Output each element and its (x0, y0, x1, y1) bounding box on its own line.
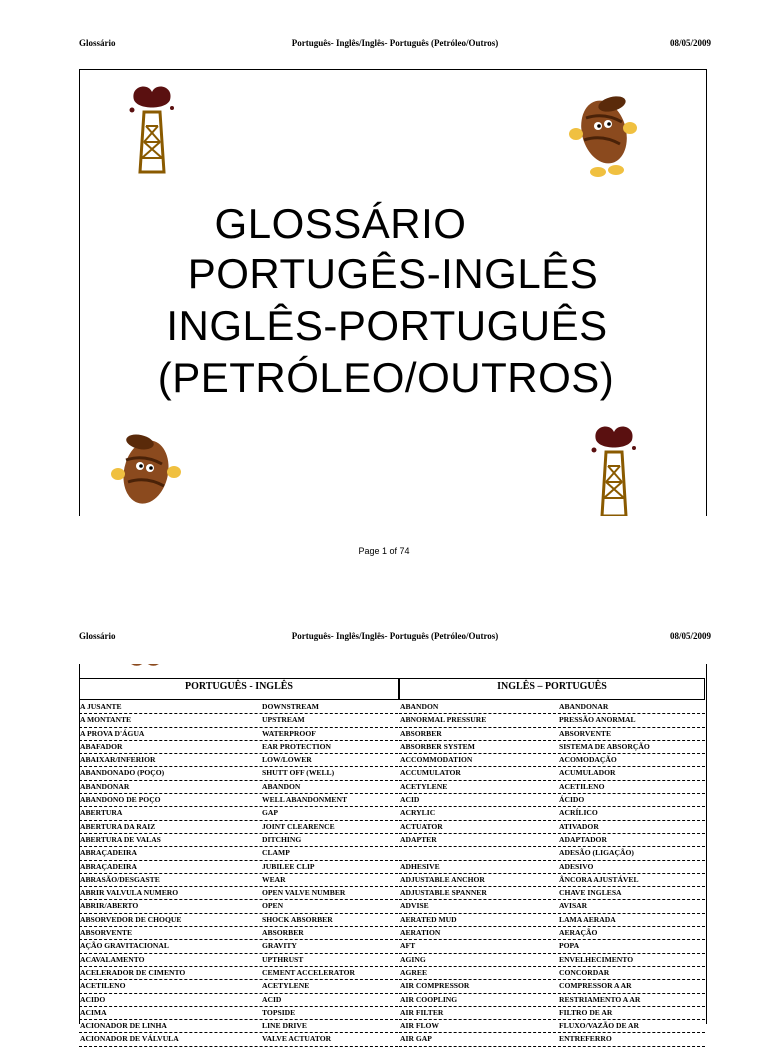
header-doc-name: Glossário (79, 631, 116, 641)
term-translation: FLUXO/VAZÃO DE AR (559, 1021, 640, 1031)
term-source: A MONTANTE (80, 715, 132, 725)
term-translation: CONCORDAR (559, 967, 610, 977)
term-source: ABERTURA DA RAIZ (80, 821, 156, 831)
term-source: ABSORVENTE (80, 928, 133, 938)
term-source: ABERTURA (80, 808, 123, 818)
term-translation: CLAMP (262, 848, 290, 858)
term-translation: LAMA AERADA (559, 914, 616, 924)
glossary-row (399, 927, 705, 940)
term-translation: ADAPTADOR (559, 834, 607, 844)
term-translation: ATIVADOR (559, 821, 599, 831)
term-source: ABANDON (400, 702, 439, 711)
page-header-2 (79, 631, 711, 645)
term-source: ACTUATOR (400, 821, 443, 831)
term-source: AIR COOPLING (400, 994, 458, 1004)
term-translation: ACRÍLICO (559, 808, 598, 818)
term-source: AFT (400, 941, 416, 951)
term-source: ADVISE (400, 901, 429, 911)
glossary-row (399, 1033, 705, 1046)
glossary-row (79, 940, 398, 953)
term-translation: ADESÃO (LIGAÇÃO) (559, 848, 634, 858)
glossary-row (399, 754, 705, 767)
term-translation: SHUTT OFF (WELL) (262, 768, 335, 778)
glossary-row (79, 1033, 398, 1046)
term-translation: ACOMODAÇÃO (559, 755, 617, 765)
glossary-row (79, 874, 398, 887)
term-source: AIR GAP (400, 1034, 432, 1044)
term-translation: EAR PROTECTION (262, 741, 331, 751)
term-source: ACCUMULATOR (400, 768, 461, 778)
term-translation: RESTRIAMENTO A AR (559, 994, 641, 1004)
term-translation: ABSORVENTE (559, 728, 612, 738)
glossary-row (399, 821, 705, 834)
header-title: Português- Inglês/Inglês- Português (Petróleo/Outros) (291, 631, 499, 641)
term-translation: LINE DRIVE (262, 1021, 307, 1031)
term-translation: TOPSIDE (262, 1007, 296, 1017)
glossary-row (399, 861, 705, 874)
term-source: ACCOMMODATION (400, 755, 473, 765)
cover-title-line-3: INGLÊS-PORTUGUÊS (166, 302, 608, 349)
glossary-row (79, 754, 398, 767)
glossary-row (79, 1007, 398, 1020)
page-header-1 (79, 38, 711, 52)
term-source: ABANDONO DE POÇO (80, 795, 161, 805)
term-translation: ENTREFERRO (559, 1034, 612, 1044)
term-translation: FILTRO DE AR (559, 1007, 613, 1017)
term-source: ACRYLIC (400, 808, 436, 818)
glossary-row (399, 1020, 705, 1033)
glossary-row (79, 847, 398, 860)
glossary-table-en-pt (399, 701, 705, 1047)
term-translation: ACUMULADOR (559, 768, 616, 778)
glossary-row (399, 794, 705, 807)
glossary-row (399, 967, 705, 980)
term-translation: UPSTREAM (262, 715, 305, 725)
term-translation: ADESIVO (559, 861, 594, 871)
term-source: A JUSANTE (80, 702, 122, 711)
term-source: ABRAÇADEIRA (80, 848, 137, 858)
term-source: ACID (400, 795, 420, 805)
column-heading-en-pt: INGLÊS – PORTUGUÊS (399, 678, 705, 700)
header-date: 08/05/2009 (669, 38, 711, 48)
term-source: ABSORBER (400, 728, 442, 738)
term-source: AIR COMPRESSOR (400, 981, 470, 991)
glossary-row (399, 980, 705, 993)
column-heading-pt-en: PORTUGUÊS - INGLÊS (79, 678, 399, 700)
term-source: ADJUSTABLE ANCHOR (400, 874, 485, 884)
glossary-row (79, 994, 398, 1007)
term-source: ABERTURA DE VALAS (80, 834, 161, 844)
cover-title-line-2: PORTUGÊS-INGLÊS (187, 250, 599, 297)
term-translation: ACETILENO (559, 781, 605, 791)
term-source: AGING (400, 954, 426, 964)
term-translation: DOWNSTREAM (262, 702, 319, 711)
term-translation: WELL ABANDONMENT (262, 795, 348, 805)
glossary-row (79, 728, 398, 741)
term-source: ABRASÃO/DESGASTE (80, 874, 160, 884)
term-source: ACIONADOR DE VÁLVULA (80, 1034, 179, 1044)
term-source: ACIMA (80, 1007, 107, 1017)
glossary-row (399, 914, 705, 927)
glossary-row (79, 861, 398, 874)
term-source: ACETILENO (80, 981, 126, 991)
glossary-row (79, 980, 398, 993)
glossary-row (399, 767, 705, 780)
header-doc-name: Glossário (79, 38, 116, 48)
glossary-row (399, 741, 705, 754)
glossary-row (399, 940, 705, 953)
glossary-row (79, 954, 398, 967)
glossary-row (79, 834, 398, 847)
term-translation: OPEN (262, 901, 284, 911)
term-source: AIR FLOW (400, 1021, 440, 1031)
glossary-row (79, 1020, 398, 1033)
term-translation: ÂNCORA AJUSTÁVEL (559, 874, 639, 884)
term-source: ACAVALAMENTO (80, 954, 145, 964)
oil-barrel-mascot-illustration (558, 88, 648, 183)
term-translation: AVISAR (559, 901, 588, 911)
term-source: ABANDONADO (POÇO) (80, 768, 165, 778)
glossary-row (79, 821, 398, 834)
glossary-row (399, 1007, 705, 1020)
term-translation: LOW/LOWER (262, 755, 312, 765)
glossary-row (399, 994, 705, 1007)
term-source: ABRIR/ABERTO (80, 901, 139, 911)
term-translation: JOINT CLEARENCE (262, 821, 335, 831)
term-translation: PRESSÃO ANORMAL (559, 715, 636, 725)
glossary-row (399, 954, 705, 967)
page-number: Page 1 of 74 (358, 546, 410, 556)
term-translation: ENVELHECIMENTO (559, 954, 634, 964)
term-translation: JUBILEE CLIP (262, 861, 315, 871)
glossary-row (79, 900, 398, 913)
header-date: 08/05/2009 (669, 631, 711, 641)
term-translation: GAP (262, 808, 279, 818)
glossary-row (79, 887, 398, 900)
term-translation: ABANDON (262, 781, 301, 791)
term-translation: ABSORBER (262, 928, 304, 938)
glossary-row (399, 701, 705, 714)
glossary-row (399, 834, 705, 847)
term-source: ADHESIVE (400, 861, 440, 871)
term-source: ADJUSTABLE SPANNER (400, 888, 487, 898)
illustration-fragment (126, 664, 166, 668)
header-title: Português- Inglês/Inglês- Português (Petróleo/Outros) (291, 38, 499, 48)
glossary-row (399, 781, 705, 794)
glossary-row (79, 914, 398, 927)
term-translation: COMPRESSOR A AR (559, 981, 632, 991)
oil-derrick-illustration (584, 422, 644, 516)
glossary-row (399, 847, 705, 860)
term-translation: AERAÇÃO (559, 928, 598, 938)
term-source: ACIDO (80, 994, 106, 1004)
cover-title-line-4: (PETRÓLEO/OUTROS) (157, 354, 615, 401)
glossary-row (79, 741, 398, 754)
term-source: ABSORBER SYSTEM (400, 741, 475, 751)
term-source: ADAPTER (400, 834, 437, 844)
glossary-row (79, 807, 398, 820)
glossary-row (399, 728, 705, 741)
term-translation: POPA (559, 941, 580, 951)
term-translation: SHOCK ABSORBER (262, 914, 333, 924)
glossary-row (79, 714, 398, 727)
term-translation: WATERPROOF (262, 728, 316, 738)
term-source: AÇÃO GRAVITACIONAL (80, 941, 169, 951)
term-source: ABAIXAR/INFERIOR (80, 755, 156, 765)
glossary-row (79, 927, 398, 940)
term-source: ABRIR VALVULA NUMERO (80, 888, 179, 898)
term-source: A PROVA D'ÁGUA (80, 728, 145, 738)
oil-barrel-mascot-illustration (102, 426, 192, 516)
term-translation: ÁCIDO (559, 795, 585, 805)
glossary-row (399, 714, 705, 727)
term-translation: VALVE ACTUATOR (262, 1034, 332, 1044)
glossary-row (79, 967, 398, 980)
term-source: ACETYLENE (400, 781, 448, 791)
term-translation: SISTEMA DE ABSORÇÃO (559, 741, 650, 751)
term-source: ABNORMAL PRESSURE (400, 715, 487, 725)
glossary-row (399, 887, 705, 900)
term-source: AIR FILTER (400, 1007, 444, 1017)
glossary-row (79, 794, 398, 807)
glossary-row (399, 807, 705, 820)
term-source: ACELERADOR DE CIMENTO (80, 967, 186, 977)
term-source: AGREE (400, 967, 428, 977)
term-translation: DITCHING (262, 834, 302, 844)
glossary-row (79, 767, 398, 780)
term-source: ACIONADOR DE LINHA (80, 1021, 167, 1031)
glossary-row (79, 781, 398, 794)
term-translation: WEAR (262, 874, 286, 884)
term-source: AERATION (400, 928, 441, 938)
term-translation: CEMENT ACCELERATOR (262, 967, 356, 977)
glossary-row (399, 900, 705, 913)
cover-box (79, 69, 707, 516)
term-translation: OPEN VALVE NUMBER (262, 888, 346, 898)
term-translation: ACID (262, 994, 282, 1004)
term-source: ABANDONAR (80, 781, 130, 791)
term-translation: ACETYLENE (262, 981, 310, 991)
term-source: AERATED MUD (400, 914, 457, 924)
term-translation: GRAVITY (262, 941, 297, 951)
term-source: ABAFADOR (80, 741, 123, 751)
cover-title-line-1: GLOSSÁRIO (214, 200, 467, 247)
term-translation: UPTHRUST (262, 954, 304, 964)
glossary-table-pt-en (79, 701, 398, 1047)
term-source: ABRAÇADEIRA (80, 861, 137, 871)
term-source: ABSORVEDOR DE CHOQUE (80, 914, 182, 924)
oil-derrick-illustration (122, 82, 182, 174)
glossary-row (79, 701, 398, 714)
term-translation: CHAVE INGLESA (559, 888, 622, 898)
glossary-row (399, 874, 705, 887)
term-translation: ABANDONAR (559, 702, 609, 711)
